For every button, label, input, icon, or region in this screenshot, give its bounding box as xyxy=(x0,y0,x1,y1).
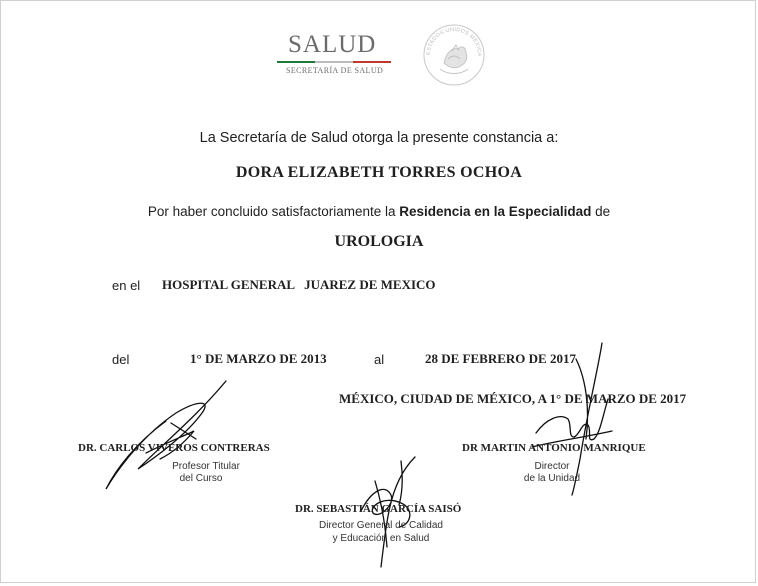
certificate-intro: La Secretaría de Salud otorga la presente constancia a: xyxy=(199,130,559,146)
signatory-left-role-1: Profesor Titular xyxy=(172,461,240,472)
signatory-right-role-1: Director xyxy=(534,461,570,472)
location-label: en el xyxy=(112,278,141,293)
start-date: 1° DE MARZO DE 2013 xyxy=(190,351,327,366)
seal-legend: ESTADOS UNIDOS MEXICANOS xyxy=(419,19,483,57)
signatory-center-role-1: Director General de Calidad xyxy=(319,520,443,531)
end-date: 28 DE FEBRERO DE 2017 xyxy=(425,351,576,366)
period-from-label: del xyxy=(112,352,130,367)
signatory-right-name: DR MARTIN ANTONIO MANRIQUE xyxy=(462,442,646,454)
reason-program: Residencia en la Especialidad xyxy=(399,204,592,219)
signatory-center-role-2: y Educación en Salud xyxy=(332,533,430,544)
reason-suffix: de xyxy=(595,204,611,219)
signatory-right-role-2: de la Unidad xyxy=(523,473,581,484)
logo-stripe-red xyxy=(353,61,391,63)
salud-logo-name: SALUD xyxy=(288,31,377,58)
logo-stripe-green xyxy=(277,61,315,63)
hospital-name: HOSPITAL GENERAL JUAREZ DE MEXICO xyxy=(162,277,436,292)
national-coat-of-arms-seal-icon xyxy=(419,19,486,87)
recipient-name: DORA ELIZABETH TORRES OCHOA xyxy=(235,164,523,181)
certificate-reason xyxy=(1,204,757,219)
signatory-left-name: DR. CARLOS VIVEROS CONTRERAS xyxy=(78,442,270,454)
signatory-center-name: DR. SEBASTIÁN GARCÍA SAISÓ xyxy=(295,503,462,515)
salud-logo-subtitle: SECRETARÍA DE SALUD xyxy=(286,66,384,75)
period-to-label: al xyxy=(374,352,385,367)
logo-stripe-gray xyxy=(315,61,353,63)
place-and-date: MÉXICO, CIUDAD DE MÉXICO, A 1° DE MARZO DE 2017 xyxy=(339,391,687,406)
specialty-name: UROLOGIA xyxy=(334,233,424,250)
signatory-left-role-2: del Curso xyxy=(179,473,223,484)
reason-prefix: Por haber concluido satisfactoriamente la xyxy=(147,204,396,219)
